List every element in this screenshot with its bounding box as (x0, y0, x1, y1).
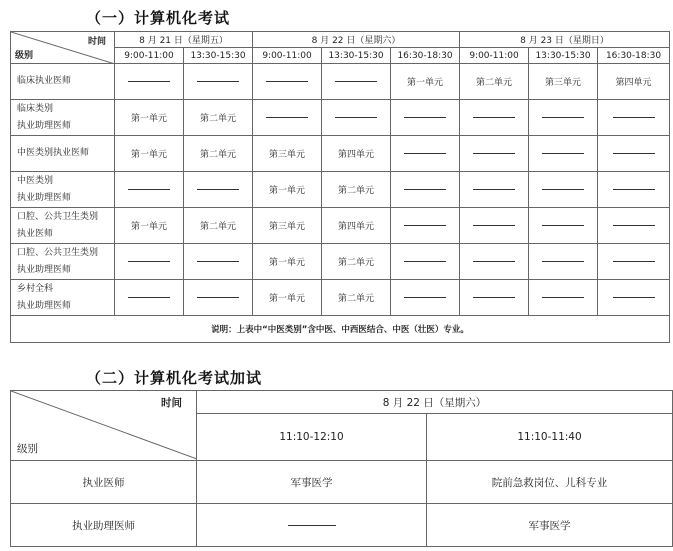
dash-line (473, 117, 515, 118)
dash-line (128, 189, 170, 190)
corner-time-label: 时间 (87, 37, 106, 47)
time-slot-header: 16:30-18:30 (391, 48, 460, 64)
level-label-line: 临床类别 (17, 103, 54, 114)
empty-dash-cell (598, 208, 670, 244)
dash-line (613, 153, 655, 154)
empty-dash-cell (115, 64, 184, 100)
empty-dash-cell (529, 244, 598, 280)
dash-line (542, 225, 584, 226)
exam-unit-cell: 第二单元 (322, 172, 391, 208)
exam-unit-cell: 第一单元 (253, 244, 322, 280)
date-header: 8 月 22 日（星期六） (197, 391, 673, 414)
level-label-line: 执业助理医师 (17, 192, 72, 203)
empty-dash-cell (115, 172, 184, 208)
empty-dash-cell (197, 504, 427, 547)
dash-line (288, 525, 336, 526)
level-cell (11, 280, 115, 316)
level-cell: 执业医师 (11, 461, 197, 504)
empty-dash-cell (529, 280, 598, 316)
level-cell: 执业助理医师 (11, 504, 197, 547)
time-slot-header: 9:00-11:00 (460, 48, 529, 64)
exam-subject-cell: 军事医学 (197, 461, 427, 504)
level-label-line: 口腔、公共卫生类别 (17, 247, 99, 258)
exam-unit-cell: 第一单元 (115, 208, 184, 244)
level-label-line: 中医类别执业医师 (17, 148, 90, 158)
empty-dash-cell (598, 244, 670, 280)
dash-line (613, 261, 655, 262)
empty-dash-cell (598, 172, 670, 208)
dash-line (473, 225, 515, 226)
empty-dash-cell (529, 172, 598, 208)
empty-dash-cell (460, 280, 529, 316)
exam-unit-cell: 第二单元 (184, 100, 253, 136)
empty-dash-cell (391, 136, 460, 172)
empty-dash-cell (322, 100, 391, 136)
dash-line (128, 261, 170, 262)
dash-line (335, 81, 377, 82)
empty-dash-cell (184, 280, 253, 316)
exam-subject-cell: 军事医学 (427, 504, 673, 547)
time-slot-header: 9:00-11:00 (115, 48, 184, 64)
time-slot-header: 11:10-11:40 (427, 414, 673, 461)
table-row (11, 64, 670, 100)
dash-line (473, 153, 515, 154)
exam-unit-cell: 第一单元 (391, 64, 460, 100)
empty-dash-cell (253, 64, 322, 100)
section1-title: （一）计算机化考试 (86, 9, 231, 27)
supplementary-exam-table (10, 390, 673, 547)
exam-unit-cell: 第三单元 (253, 136, 322, 172)
date-header: 8 月 21 日（星期五） (115, 32, 253, 48)
dash-line (128, 297, 170, 298)
time-slot-header: 13:30-15:30 (322, 48, 391, 64)
table-row (11, 100, 670, 136)
exam-unit-cell: 第二单元 (322, 244, 391, 280)
empty-dash-cell (184, 64, 253, 100)
exam-unit-cell: 第一单元 (115, 100, 184, 136)
section2-title: （二）计算机化考试加试 (86, 369, 263, 387)
empty-dash-cell (460, 208, 529, 244)
level-label-line: 中医类别 (17, 175, 54, 186)
exam-unit-cell: 第四单元 (322, 136, 391, 172)
empty-dash-cell (322, 64, 391, 100)
dash-line (197, 297, 239, 298)
level-label-line: 执业助理医师 (17, 300, 72, 311)
table-note: 说明：上表中“中医类别”含中医、中西医结合、中医（壮医）专业。 (11, 316, 670, 343)
corner-level-label: 级别 (17, 443, 38, 455)
empty-dash-cell (598, 136, 670, 172)
empty-dash-cell (391, 208, 460, 244)
exam-unit-cell: 第四单元 (598, 64, 670, 100)
dash-line (404, 225, 446, 226)
empty-dash-cell (391, 244, 460, 280)
level-label-line: 临床执业医师 (17, 76, 72, 86)
level-cell (11, 64, 115, 100)
level-label-line: 执业助理医师 (17, 120, 72, 131)
empty-dash-cell (529, 136, 598, 172)
dash-line (404, 117, 446, 118)
empty-dash-cell (598, 280, 670, 316)
level-cell (11, 100, 115, 136)
table-row (11, 136, 670, 172)
dash-line (197, 189, 239, 190)
empty-dash-cell (391, 280, 460, 316)
empty-dash-cell (115, 244, 184, 280)
dash-line (542, 117, 584, 118)
dash-line (613, 189, 655, 190)
table-row (11, 208, 670, 244)
exam-unit-cell: 第三单元 (529, 64, 598, 100)
level-cell (11, 136, 115, 172)
dash-line (613, 297, 655, 298)
time-slot-header: 13:30-15:30 (184, 48, 253, 64)
dash-line (404, 297, 446, 298)
corner-level-label: 级别 (15, 51, 34, 61)
empty-dash-cell (529, 100, 598, 136)
dash-line (335, 117, 377, 118)
dash-line (542, 189, 584, 190)
empty-dash-cell (460, 100, 529, 136)
empty-dash-cell (460, 244, 529, 280)
exam-unit-cell: 第一单元 (115, 136, 184, 172)
empty-dash-cell (253, 100, 322, 136)
level-cell (11, 208, 115, 244)
header-corner-cell (11, 391, 197, 461)
table-row (11, 280, 670, 316)
table-row (11, 172, 670, 208)
exam-unit-cell: 第二单元 (460, 64, 529, 100)
header-corner-cell (11, 32, 115, 64)
empty-dash-cell (184, 244, 253, 280)
exam-unit-cell: 第二单元 (184, 136, 253, 172)
exam-subject-cell: 院前急救岗位、儿科专业 (427, 461, 673, 504)
exam-unit-cell: 第三单元 (253, 208, 322, 244)
table-row (11, 461, 673, 504)
dash-line (266, 117, 308, 118)
dash-line (473, 297, 515, 298)
empty-dash-cell (460, 136, 529, 172)
level-cell (11, 244, 115, 280)
dash-line (473, 189, 515, 190)
dash-line (266, 81, 308, 82)
dash-line (197, 81, 239, 82)
empty-dash-cell (391, 100, 460, 136)
exam-unit-cell: 第一单元 (253, 172, 322, 208)
exam-unit-cell: 第二单元 (184, 208, 253, 244)
dash-line (404, 153, 446, 154)
date-header: 8 月 22 日（星期六） (253, 32, 460, 48)
dash-line (613, 117, 655, 118)
dash-line (197, 261, 239, 262)
computer-exam-schedule-table (10, 31, 670, 343)
level-label-line: 口腔、公共卫生类别 (17, 211, 99, 222)
dash-line (542, 297, 584, 298)
dash-line (542, 153, 584, 154)
time-slot-header: 13:30-15:30 (529, 48, 598, 64)
level-label-line: 乡村全科 (17, 283, 54, 294)
date-header: 8 月 23 日（星期日） (460, 32, 670, 48)
empty-dash-cell (529, 208, 598, 244)
table-row (11, 244, 670, 280)
time-slot-header: 9:00-11:00 (253, 48, 322, 64)
dash-line (613, 225, 655, 226)
level-cell (11, 172, 115, 208)
empty-dash-cell (184, 172, 253, 208)
dash-line (128, 81, 170, 82)
dash-line (542, 261, 584, 262)
dash-line (404, 189, 446, 190)
exam-unit-cell: 第四单元 (322, 208, 391, 244)
empty-dash-cell (115, 280, 184, 316)
corner-time-label: 时间 (161, 397, 182, 409)
table-row (11, 504, 673, 547)
dash-line (404, 261, 446, 262)
level-label-line: 执业医师 (17, 228, 54, 239)
empty-dash-cell (598, 100, 670, 136)
dash-line (473, 261, 515, 262)
exam-unit-cell: 第二单元 (322, 280, 391, 316)
exam-unit-cell: 第一单元 (253, 280, 322, 316)
empty-dash-cell (460, 172, 529, 208)
time-slot-header: 16:30-18:30 (598, 48, 670, 64)
time-slot-header: 11:10-12:10 (197, 414, 427, 461)
level-label-line: 执业助理医师 (17, 264, 72, 275)
empty-dash-cell (391, 172, 460, 208)
